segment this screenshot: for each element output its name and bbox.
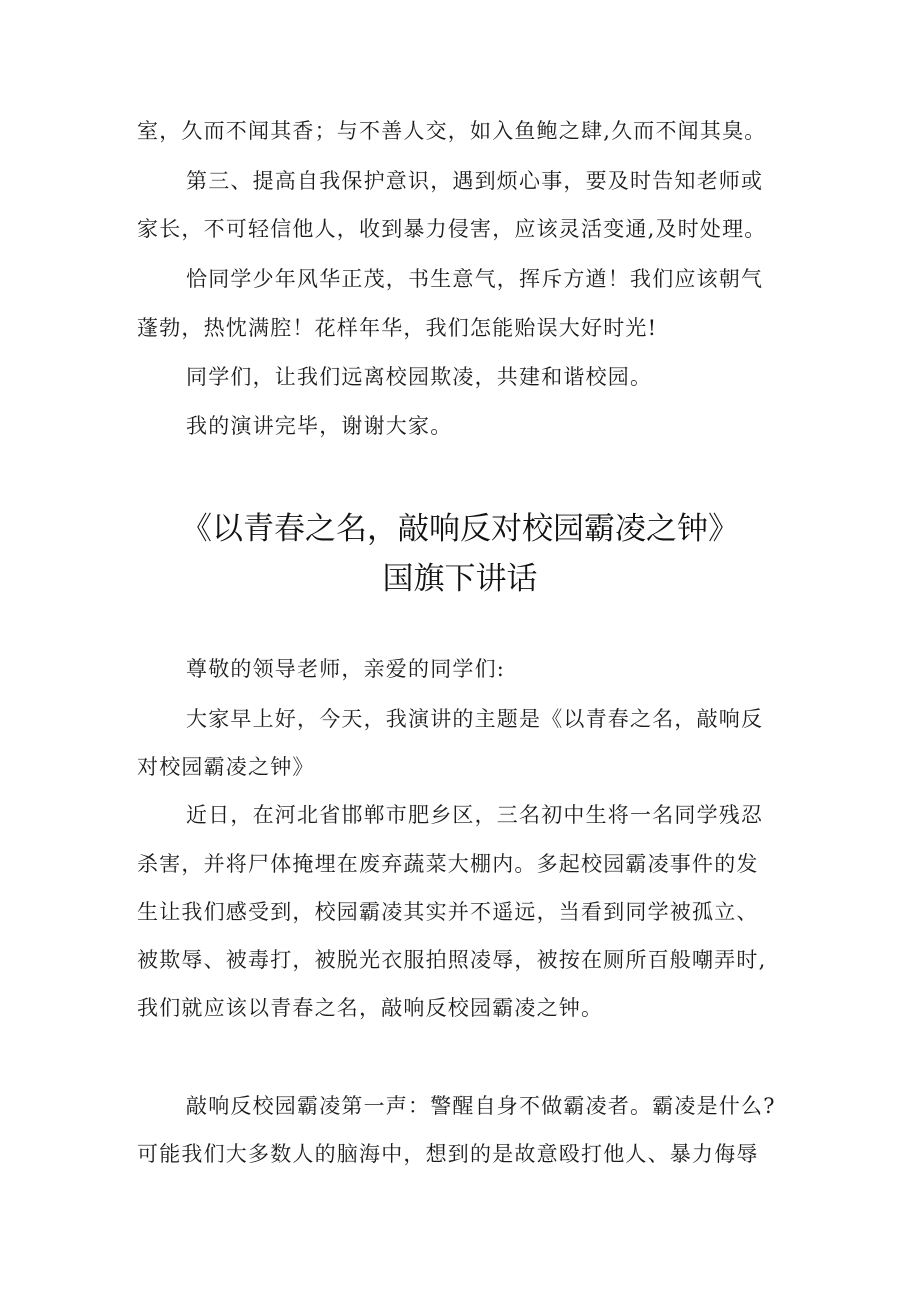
paragraph-line: 同学们，让我们远离校园欺凌，共建和谐校园。 xyxy=(186,365,653,389)
paragraph-line: 蓬勃，热忱满腔！花样年华，我们怎能贻误大好时光! xyxy=(137,316,658,340)
paragraph-line: 我们就应该以青春之名，敲响反校园霸凌之钟。 xyxy=(137,996,604,1020)
paragraph-line: 近日，在河北省邯郸市肥乡区，三名初中生将一名同学残忍 xyxy=(186,803,764,827)
paragraph-line: 大家早上好，今天，我演讲的主题是《以青春之名，敲响反 xyxy=(186,707,764,731)
speech-title: 《以青春之名，敲响反对校园霸凌之钟》 xyxy=(181,511,739,547)
paragraph-line: 敲响反校园霸凌第一声：警醒自身不做霸凌者。霸凌是什么? xyxy=(186,1094,776,1118)
speech-subtitle: 国旗下讲话 xyxy=(382,561,538,597)
paragraph-line: 恰同学少年风华正茂，书生意气，挥斥方遒！我们应该朝气 xyxy=(186,267,764,291)
paragraph-line: 第三、提高自我保护意识，遇到烦心事，要及时告知老师或 xyxy=(186,169,764,193)
paragraph-line: 室，久而不闻其香；与不善人交，如入鱼鲍之肆,久而不闻其臭。 xyxy=(137,119,767,143)
paragraph-line: 被欺辱、被毒打，被脱光衣服拍照凌辱，被按在厕所百般嘲弄时, xyxy=(137,948,767,972)
paragraph-line: 杀害，并将尸体掩埋在废弃蔬菜大棚内。多起校园霸凌事件的发 xyxy=(137,852,759,876)
greeting-line: 尊敬的领导老师，亲爱的同学们: xyxy=(186,657,506,681)
paragraph-line: 家长，不可轻信他人，收到暴力侵害，应该灵活变通,及时处理。 xyxy=(137,217,767,241)
paragraph-line: 对校园霸凌之钟》 xyxy=(137,755,315,779)
paragraph-line: 我的演讲完毕，谢谢大家。 xyxy=(186,414,453,438)
paragraph-line: 可能我们大多数人的脑海中，想到的是故意殴打他人、暴力侮辱 xyxy=(137,1142,759,1166)
paragraph-line: 生让我们感受到，校园霸凌其实并不遥远，当看到同学被孤立、 xyxy=(137,900,759,924)
